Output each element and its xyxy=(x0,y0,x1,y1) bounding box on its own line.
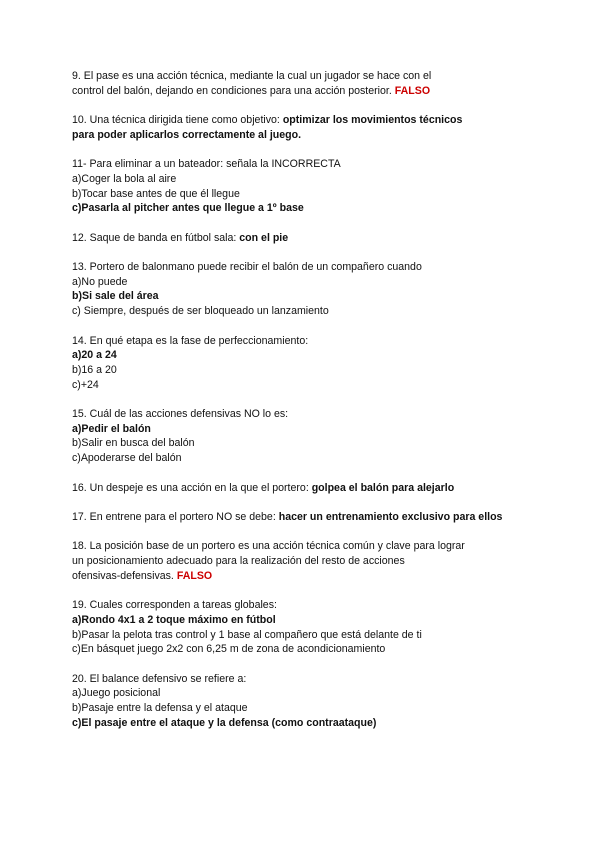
answer-text: hacer un entrenamiento exclusivo para ellos xyxy=(278,510,503,523)
option-b: b)16 a 20 xyxy=(72,363,117,376)
question-text-end xyxy=(72,569,542,584)
option-a: a)Coger la bola al aire xyxy=(72,172,177,185)
option-b: b)Salir en busca del balón xyxy=(72,437,195,450)
answer-text: con el pie xyxy=(239,231,289,244)
question-line xyxy=(72,113,542,128)
question-text: 19. Cuales corresponden a tareas globales: xyxy=(72,599,277,612)
question-text: 16. Un despeje es una acción en la que el portero: xyxy=(72,481,312,494)
question-text: 20. El balance defensivo se refiere a: xyxy=(72,672,247,685)
question-12 xyxy=(72,231,542,246)
falso-label: FALSO xyxy=(394,84,431,97)
answer-text-cont: para poder aplicarlos correctamente al juego. xyxy=(72,128,302,141)
question-text: 11- Para eliminar a un bateador: señala la INCORRECTA xyxy=(72,158,341,171)
question-text-cont xyxy=(72,84,542,99)
question-text: 18. La posición base de un portero es una acción técnica común y clave para lograr xyxy=(72,540,465,553)
option-c: c)En básquet juego 2x2 con 6,25 m de zona de acondicionamiento xyxy=(72,643,386,656)
question-19 xyxy=(72,598,542,657)
option-c: c) Siempre, después de ser bloqueado un lanzamiento xyxy=(72,305,329,318)
answer-text: optimizar los movimientos técnicos xyxy=(282,114,463,127)
question-text: 13. Portero de balonmano puede recibir el balón de un compañero cuando xyxy=(72,261,422,274)
question-15 xyxy=(72,407,542,466)
question-line xyxy=(72,510,542,525)
option-a-correct: a)Rondo 4x1 a 2 toque máximo en fútbol xyxy=(72,613,276,626)
option-c-correct: c)Pasarla al pitcher antes que llegue a 1º base xyxy=(72,202,304,215)
question-text: 10. Una técnica dirigida tiene como objetivo: xyxy=(72,114,283,127)
option-c: c)+24 xyxy=(72,378,99,391)
option-a-correct: a)Pedir el balón xyxy=(72,422,151,435)
question-20 xyxy=(72,672,542,731)
option-a-correct: a)20 a 24 xyxy=(72,349,117,362)
option-a: a)No puede xyxy=(72,275,128,288)
question-text: 15. Cuál de las acciones defensivas NO lo es: xyxy=(72,408,289,421)
question-line xyxy=(72,231,542,246)
option-a: a)Juego posicional xyxy=(72,687,161,700)
option-b: b)Tocar base antes de que él llegue xyxy=(72,187,240,200)
question-13 xyxy=(72,260,542,319)
question-text: 14. En qué etapa es la fase de perfeccionamiento: xyxy=(72,334,309,347)
falso-label: FALSO xyxy=(176,569,213,582)
question-text: 17. En entrene para el portero NO se debe: xyxy=(72,510,279,523)
question-text: 12. Saque de banda en fútbol sala: xyxy=(72,231,240,244)
question-text: 9. El pase es una acción técnica, mediante la cual un jugador se hace con el xyxy=(72,70,432,82)
question-text: ofensivas-defensivas. xyxy=(72,569,177,582)
question-11 xyxy=(72,157,542,216)
question-9 xyxy=(72,69,542,98)
question-text: control del balón, dejando en condiciones para una acción posterior. xyxy=(72,84,395,97)
option-c-correct: c)El pasaje entre el ataque y la defensa (como contraataque) xyxy=(72,716,377,729)
question-14 xyxy=(72,334,542,393)
question-17 xyxy=(72,510,542,525)
answer-text: golpea el balón para alejarlo xyxy=(311,481,455,494)
question-text-cont: un posicionamiento adecuado para la realización del resto de acciones xyxy=(72,555,405,568)
option-b: b)Pasaje entre la defensa y el ataque xyxy=(72,702,248,715)
document-page xyxy=(72,69,542,745)
option-c: c)Apoderarse del balón xyxy=(72,452,182,465)
question-16 xyxy=(72,481,542,496)
question-10 xyxy=(72,113,542,142)
option-b-correct: b)Si sale del área xyxy=(72,290,159,303)
option-b: b)Pasar la pelota tras control y 1 base al compañero que está delante de ti xyxy=(72,628,422,641)
question-18 xyxy=(72,539,542,583)
question-line xyxy=(72,481,542,496)
